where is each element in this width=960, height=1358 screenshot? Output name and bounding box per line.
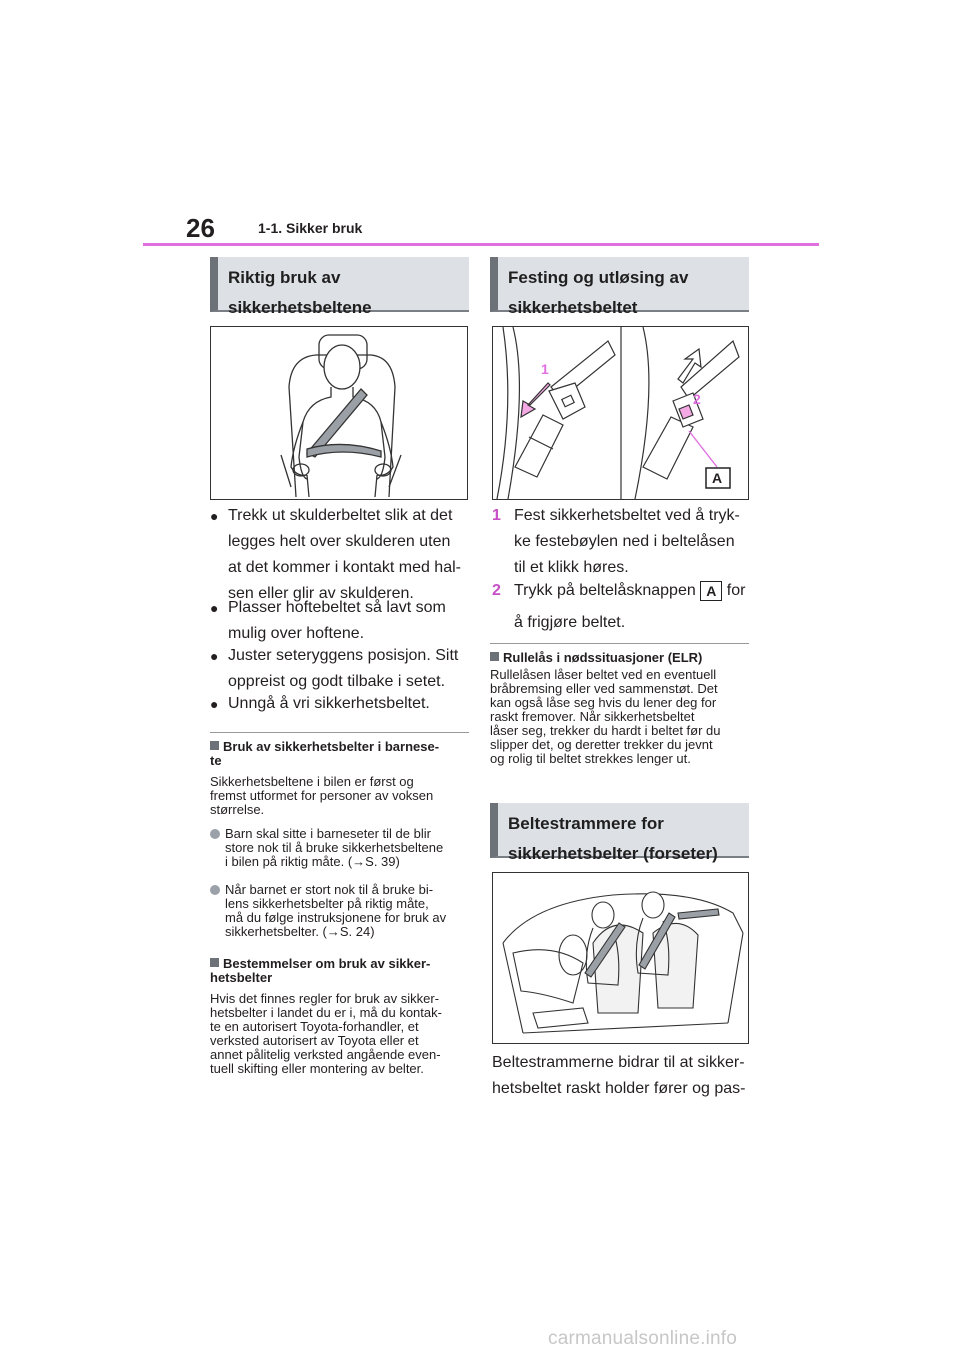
page-number: 26 bbox=[186, 213, 215, 243]
bullet-dot: ● bbox=[210, 648, 219, 664]
text-line: Beltestrammerne bidrar til at sikker- bbox=[492, 1054, 745, 1071]
bullet-line: Trekk ut skulderbeltet slik at det bbox=[228, 507, 453, 524]
step-line: Fest sikkerhetsbeltet ved å tryk- bbox=[514, 507, 740, 524]
text-line: Hvis det finnes regler for bruk av sikker- bbox=[210, 991, 440, 1006]
bullet-dot: ● bbox=[210, 696, 219, 712]
text-line: hetsbelter i landet du er i, må du kontak- bbox=[210, 1005, 442, 1020]
step-number: 2 bbox=[492, 582, 501, 599]
note-text bbox=[490, 668, 752, 766]
step-line: ke festebøylen ned i beltelåsen bbox=[514, 533, 735, 550]
note-title-regulations bbox=[210, 957, 472, 985]
section-title-line: Beltestrammere for bbox=[508, 814, 664, 833]
header-rule bbox=[143, 243, 819, 246]
section-title-line: sikkerhetsbeltene bbox=[228, 298, 372, 317]
text-line: Når barnet er stort nok til å bruke bi- bbox=[225, 882, 434, 897]
figure-pretensioners bbox=[492, 872, 749, 1044]
section-title-line: sikkerhetsbeltet bbox=[508, 298, 638, 317]
figure-belt-wearing bbox=[210, 326, 468, 500]
text-line: store nok til å bruke sikkerhetsbeltene bbox=[225, 840, 444, 855]
figure-label-a: A bbox=[712, 470, 723, 486]
step-line: å frigjøre beltet. bbox=[514, 614, 626, 631]
note-text bbox=[210, 775, 472, 817]
text-line: sikkerhetsbelter. (→S. 24) bbox=[225, 924, 375, 939]
text-line: og rolig til beltet strekkes lenger ut. bbox=[490, 751, 691, 766]
step-text: Trykk på beltelåsknappen bbox=[514, 582, 696, 599]
square-marker-icon bbox=[210, 958, 219, 967]
text-line: Rullelåsen låser beltet ved en eventuell bbox=[490, 667, 717, 682]
text-line: hetsbeltet raskt holder fører og pas- bbox=[492, 1080, 746, 1097]
note-title-elr bbox=[490, 651, 752, 665]
text-line: verksted autorisert av Toyota eller et bbox=[210, 1033, 419, 1048]
note-title-line: Rullelås i nødssituasjoner (ELR) bbox=[503, 650, 703, 665]
circle-marker-icon bbox=[210, 885, 220, 895]
note-title-line: hetsbelter bbox=[210, 970, 273, 985]
bullet-line: Unngå å vri sikkerhetsbeltet. bbox=[228, 695, 430, 712]
step-1 bbox=[492, 503, 754, 581]
step-number: 1 bbox=[492, 507, 501, 524]
bullet-line: sen eller glir av skulderen. bbox=[228, 585, 414, 602]
text-line: størrelse. bbox=[210, 802, 265, 817]
note-title-child-seats bbox=[210, 740, 472, 768]
figure-label-2: 2 bbox=[693, 391, 701, 407]
divider bbox=[210, 732, 469, 733]
step-line bbox=[514, 578, 754, 604]
label-a-box: A bbox=[700, 581, 722, 601]
bullet-line: mulig over hoftene. bbox=[228, 625, 365, 642]
bullet-item bbox=[210, 691, 472, 717]
section-title-fasten-release bbox=[490, 257, 749, 317]
section-title-line: Riktig bruk av bbox=[228, 268, 341, 287]
bullet-line: legges helt over skulderen uten bbox=[228, 533, 451, 550]
chapter-title: 1-1. Sikker bruk bbox=[258, 220, 363, 236]
bullet-item bbox=[210, 595, 472, 647]
section-title-pretensioners bbox=[490, 803, 749, 863]
bullet-dot: ● bbox=[210, 508, 219, 524]
section-title-line: sikkerhetsbelter (forseter) bbox=[508, 844, 718, 863]
text-line: må du følge instruksjonene for bruk av bbox=[225, 910, 447, 925]
bullet-line: Plasser hoftebeltet så lavt som bbox=[228, 599, 446, 616]
divider bbox=[490, 643, 749, 644]
figure-buckle bbox=[492, 326, 749, 500]
step-text: for bbox=[726, 582, 746, 599]
note-list-item bbox=[210, 827, 472, 869]
bullet-line: at det kommer i kontakt med hal- bbox=[228, 559, 461, 576]
text-line: låser seg, trekker du hardt i beltet før du bbox=[490, 723, 721, 738]
text-line: Sikkerhetsbeltene i bilen er først og bbox=[210, 774, 414, 789]
text-line: te en autorisert Toyota-forhandler, et bbox=[210, 1019, 419, 1034]
note-text bbox=[210, 992, 472, 1076]
text-line: raskt fremover. Når sikkerhetsbeltet bbox=[490, 709, 695, 724]
note-title-line: Bestemmelser om bruk av sikker- bbox=[223, 956, 431, 971]
text-line: i bilen på riktig måte. (→S. 39) bbox=[225, 854, 400, 869]
text-line: fremst utformet for personer av voksen bbox=[210, 788, 434, 803]
note-title-line: te bbox=[210, 753, 222, 768]
bullet-dot: ● bbox=[210, 600, 219, 616]
bullet-item bbox=[210, 643, 472, 695]
text-line: slipper det, og deretter trekker du jevnt bbox=[490, 737, 713, 752]
section-title-line: Festing og utløsing av bbox=[508, 268, 689, 287]
circle-marker-icon bbox=[210, 829, 220, 839]
bullet-line: Juster seteryggens posisjon. Sitt bbox=[228, 647, 459, 664]
bullet-line: oppreist og godt tilbake i setet. bbox=[228, 673, 446, 690]
square-marker-icon bbox=[490, 652, 499, 661]
text-line: lens sikkerhetsbelter på riktig måte, bbox=[225, 896, 429, 911]
note-list-item bbox=[210, 883, 472, 939]
figure-label-1: 1 bbox=[541, 361, 549, 377]
text-line: annet pålitelig verksted angående even- bbox=[210, 1047, 441, 1062]
text-line: kan også låse seg hvis du lener deg for bbox=[490, 695, 717, 710]
step-2 bbox=[492, 578, 754, 636]
text-line: bråbremsing eller ved sammenstøt. Det bbox=[490, 681, 718, 696]
note-title-line: Bruk av sikkerhetsbelter i barnese- bbox=[223, 739, 440, 754]
text-line: Barn skal sitte i barneseter til de blir bbox=[225, 826, 431, 841]
bullet-item bbox=[210, 503, 472, 607]
watermark: carmanualsonline.info bbox=[548, 1328, 738, 1349]
text-line: tuell skifting eller montering av belter. bbox=[210, 1061, 424, 1076]
paragraph-pretensioners bbox=[492, 1050, 754, 1102]
square-marker-icon bbox=[210, 741, 219, 750]
step-line: til et klikk høres. bbox=[514, 559, 629, 576]
section-title-correct-use bbox=[210, 257, 469, 317]
